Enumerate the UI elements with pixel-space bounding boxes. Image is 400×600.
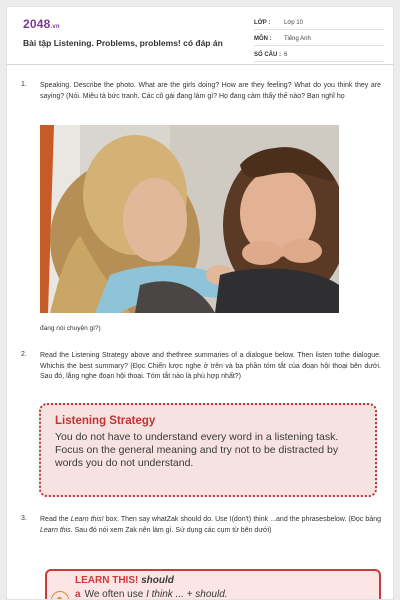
meta-key: LỚP : (254, 19, 271, 26)
question-1-photo (40, 125, 339, 313)
question-number: 1. (21, 81, 27, 88)
meta-value: Lớp 10 (284, 19, 303, 26)
question-2 (21, 351, 381, 383)
question-text: Read the Listening Strategy above and thethree summaries of a dialogue below. Then listen tothe dialogue. Whichis the best summary? (Đọc Chiến lược nghe ở trên và ba phần tóm tắt của đoạn hội thoại bên dưới. Sau đó, lắng nghe đoạn hội thoại. Tóm tắt nào là phù hợp nhất?) (40, 352, 381, 380)
question-number: 3. (21, 515, 27, 522)
site-logo[interactable]: 2048.vn (23, 17, 60, 31)
question-1-continuation: đang nói chuyện gì?) (40, 325, 101, 332)
meta-value: 6 (284, 51, 288, 58)
page-title: Bài tập Listening. Problems, problems! có đáp án (23, 38, 223, 48)
question-3 (21, 515, 381, 536)
listening-strategy-box (39, 403, 377, 497)
learn-this-item: a We often use I think ... + should. (75, 589, 228, 600)
meta-subject-row (254, 32, 384, 46)
question-number: 2. (21, 351, 27, 358)
document-meta (254, 16, 384, 62)
learn-this-box (45, 569, 381, 600)
learn-this-title: LEARN THIS! should (75, 575, 174, 586)
question-text: Read the Learn this! box. Then say whatZak should do. Use I(don't) think ...and the phrasesbelow. (Đọc bảng Learn this. Sau đó nói xem Zak nên làm gì. Sử dụng các cụm từ bên dưới) (40, 516, 381, 534)
document-header (7, 7, 393, 65)
document-page (6, 6, 394, 600)
meta-key: SỐ CÂU : (254, 51, 281, 58)
meta-value: Tiếng Anh (284, 35, 311, 42)
listening-strategy-title: Listening Strategy (55, 415, 156, 427)
meta-grade-row (254, 16, 384, 30)
question-text: Speaking. Describe the photo. What are the girls doing? How are they feeling? What do you think they are saying? (Nói. Miêu tả bức tranh. Các cô gái đang làm gì? Họ đang cảm thấy thế nào? Bạn nghĩ họ (40, 82, 381, 100)
meta-key: MÔN : (254, 35, 272, 42)
target-icon (51, 591, 69, 600)
listening-strategy-body: You do not have to understand every word in a listening task. Focus on the general meaning and try not to be distracted by words you do not understand. (55, 431, 339, 469)
question-1 (21, 81, 381, 102)
meta-count-row (254, 48, 384, 62)
